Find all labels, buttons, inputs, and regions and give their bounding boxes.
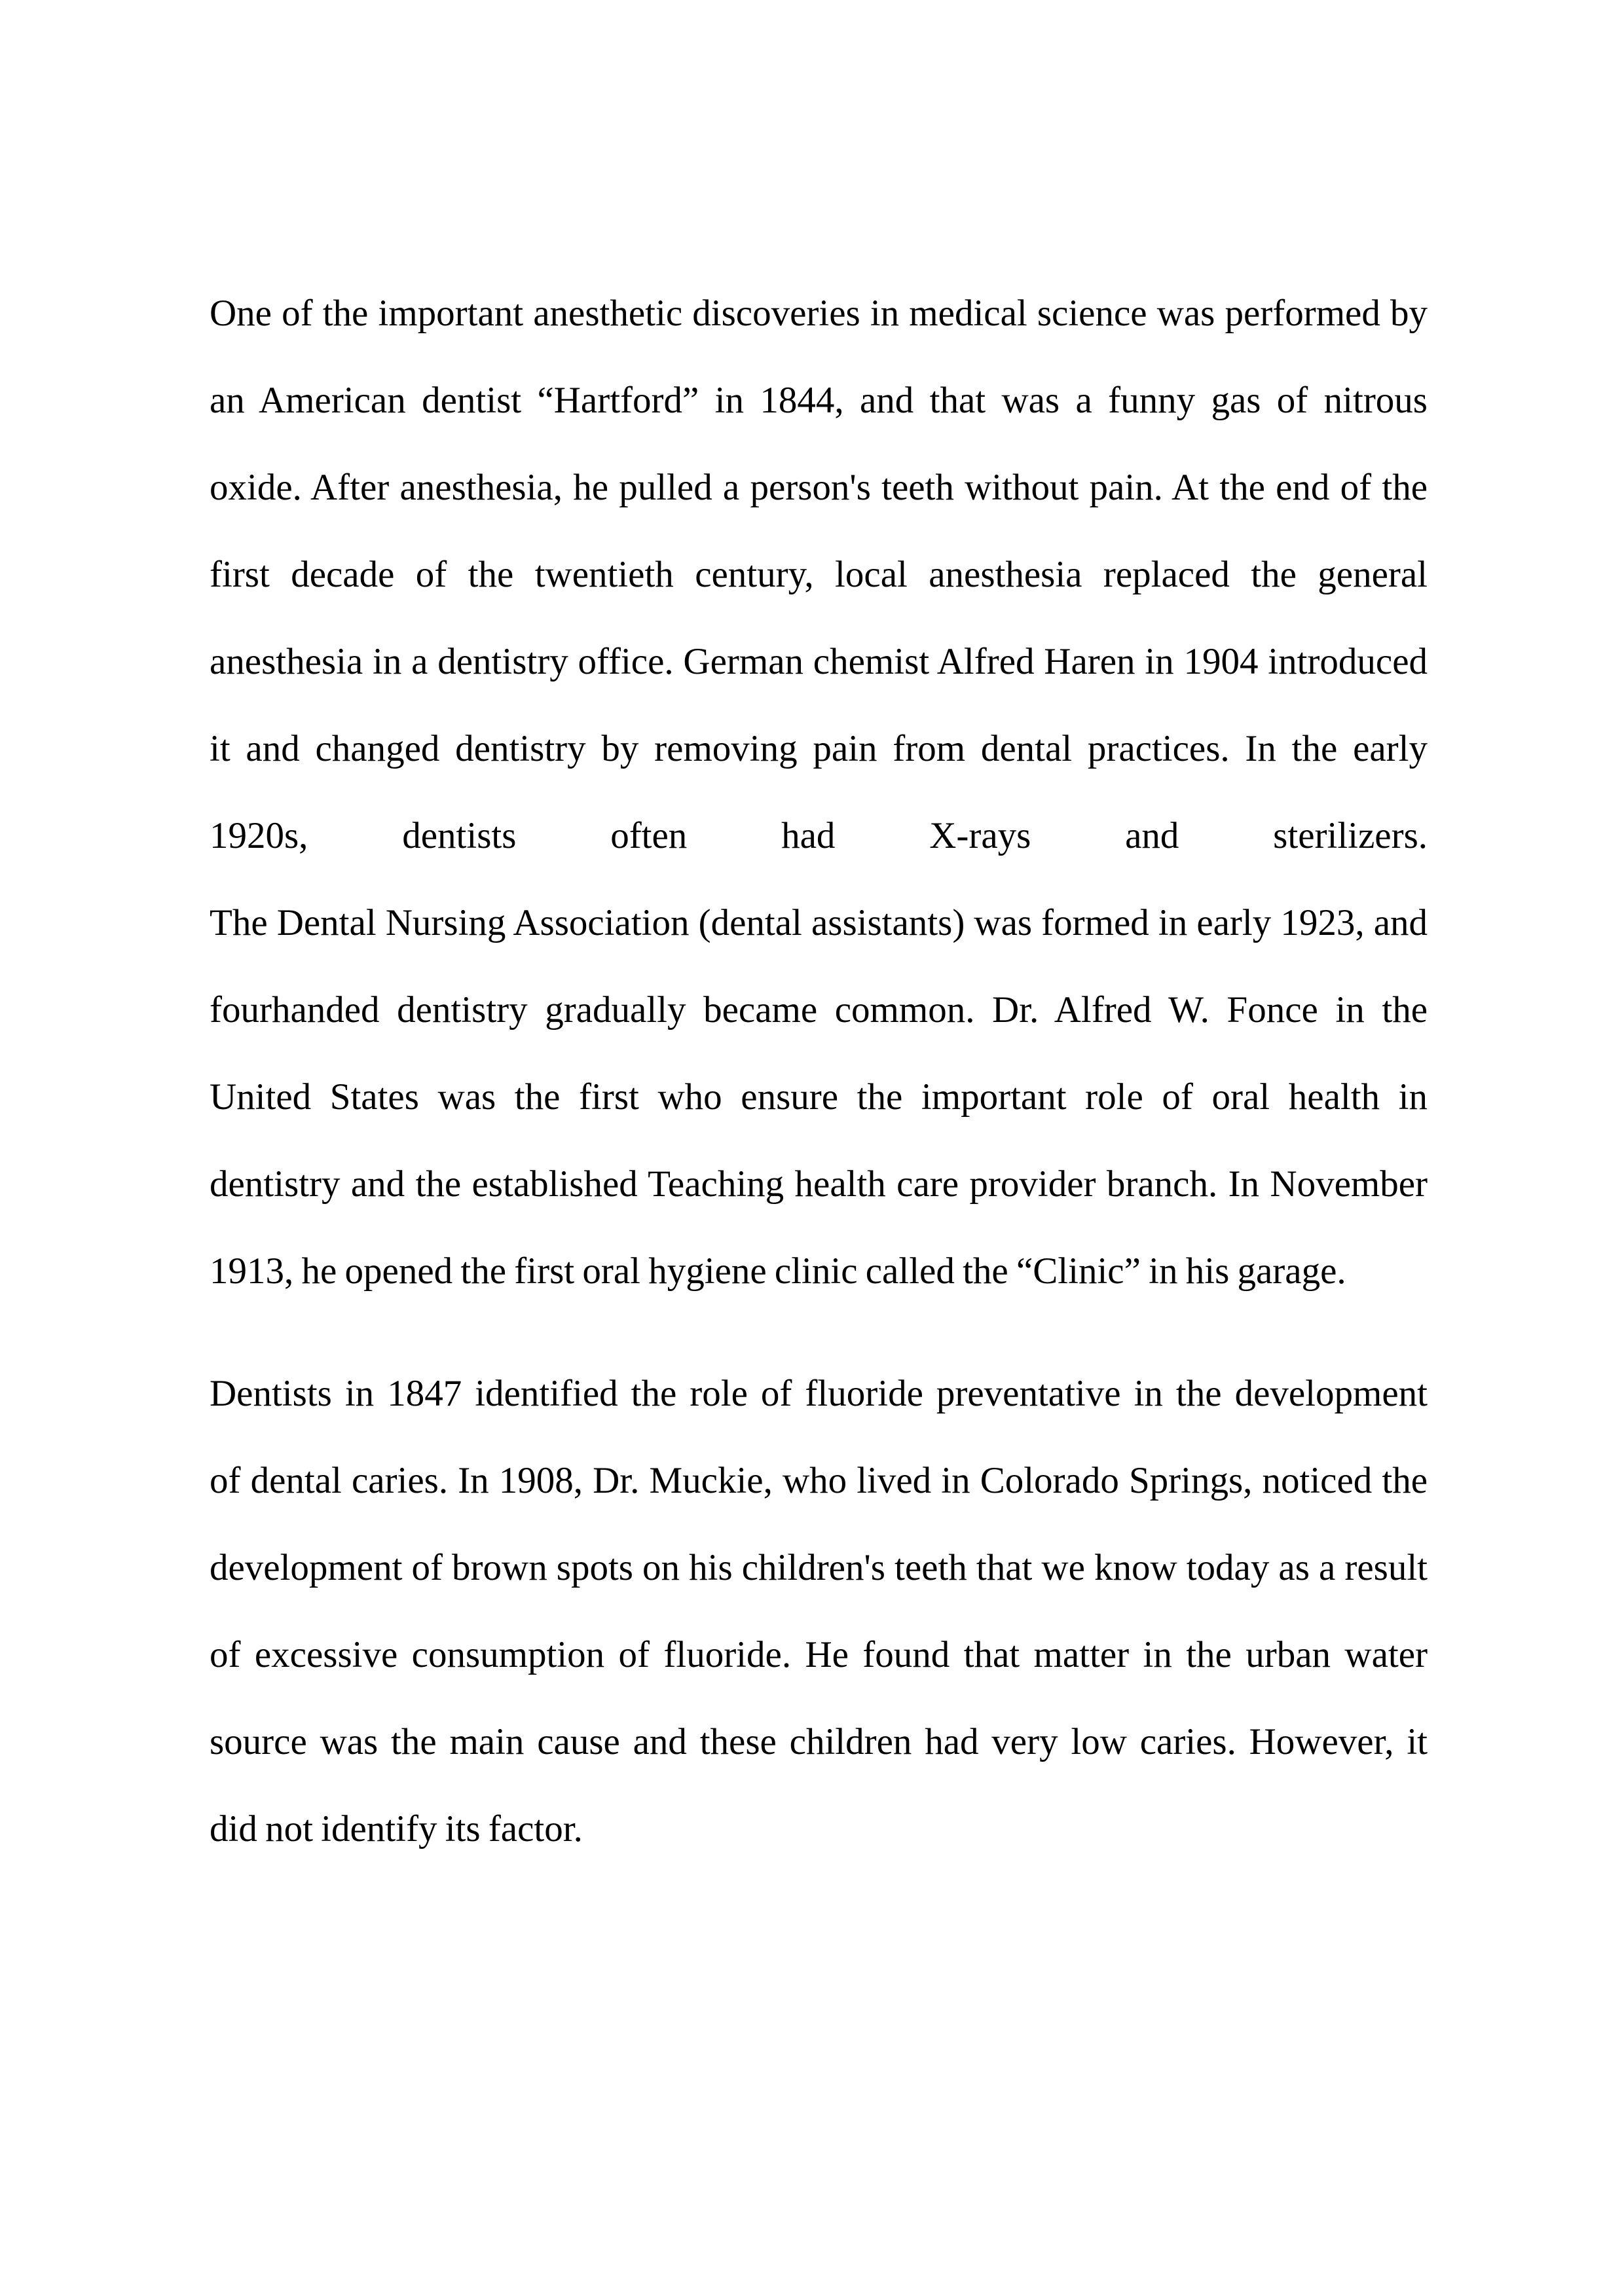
text-line: an American dentist “Hartford” in 1844, and that was a funny gas of nitrous (210, 380, 1428, 421)
text-line: 1913, he opened the first oral hygiene clinic called the “Clinic” in his garage. (210, 1250, 1346, 1292)
paragraph-fluoride-history (210, 1350, 1428, 1872)
text-line: anesthesia in a dentistry office. German chemist Alfred Haren in 1904 introduced (210, 641, 1428, 682)
text-line: fourhanded dentistry gradually became common. Dr. Alfred W. Fonce in the (210, 989, 1428, 1030)
text-line: Dentists in 1847 identified the role of fluoride preventative in the development (210, 1373, 1428, 1414)
text-line: dentistry and the established Teaching health care provider branch. In November (210, 1163, 1428, 1205)
text-line: United States was the first who ensure the important role of oral health in (210, 1076, 1428, 1118)
text-line: The Dental Nursing Association (dental assistants) was formed in early 1923, and (210, 902, 1428, 943)
text-line: source was the main cause and these children had very low caries. However, it (210, 1721, 1428, 1762)
document-body-text (210, 270, 1428, 1872)
text-line: oxide. After anesthesia, he pulled a person's teeth without pain. At the end of the (210, 467, 1428, 508)
text-line: One of the important anesthetic discoveries in medical science was performed by (210, 293, 1428, 334)
text-line: of excessive consumption of fluoride. He found that matter in the urban water (210, 1634, 1428, 1675)
paragraph-anesthesia-history (210, 270, 1428, 1315)
text-line: it and changed dentistry by removing pain from dental practices. In the early (210, 728, 1428, 769)
text-line-stretched: 1920s, dentists often had X-rays and sterilizers. (210, 815, 1428, 856)
text-line: development of brown spots on his children's teeth that we know today as a result (210, 1547, 1428, 1588)
text-line: did not identify its factor. (210, 1808, 583, 1850)
text-line: of dental caries. In 1908, Dr. Muckie, who lived in Colorado Springs, noticed the (210, 1460, 1428, 1501)
text-line: first decade of the twentieth century, local anesthesia replaced the general (210, 554, 1428, 595)
